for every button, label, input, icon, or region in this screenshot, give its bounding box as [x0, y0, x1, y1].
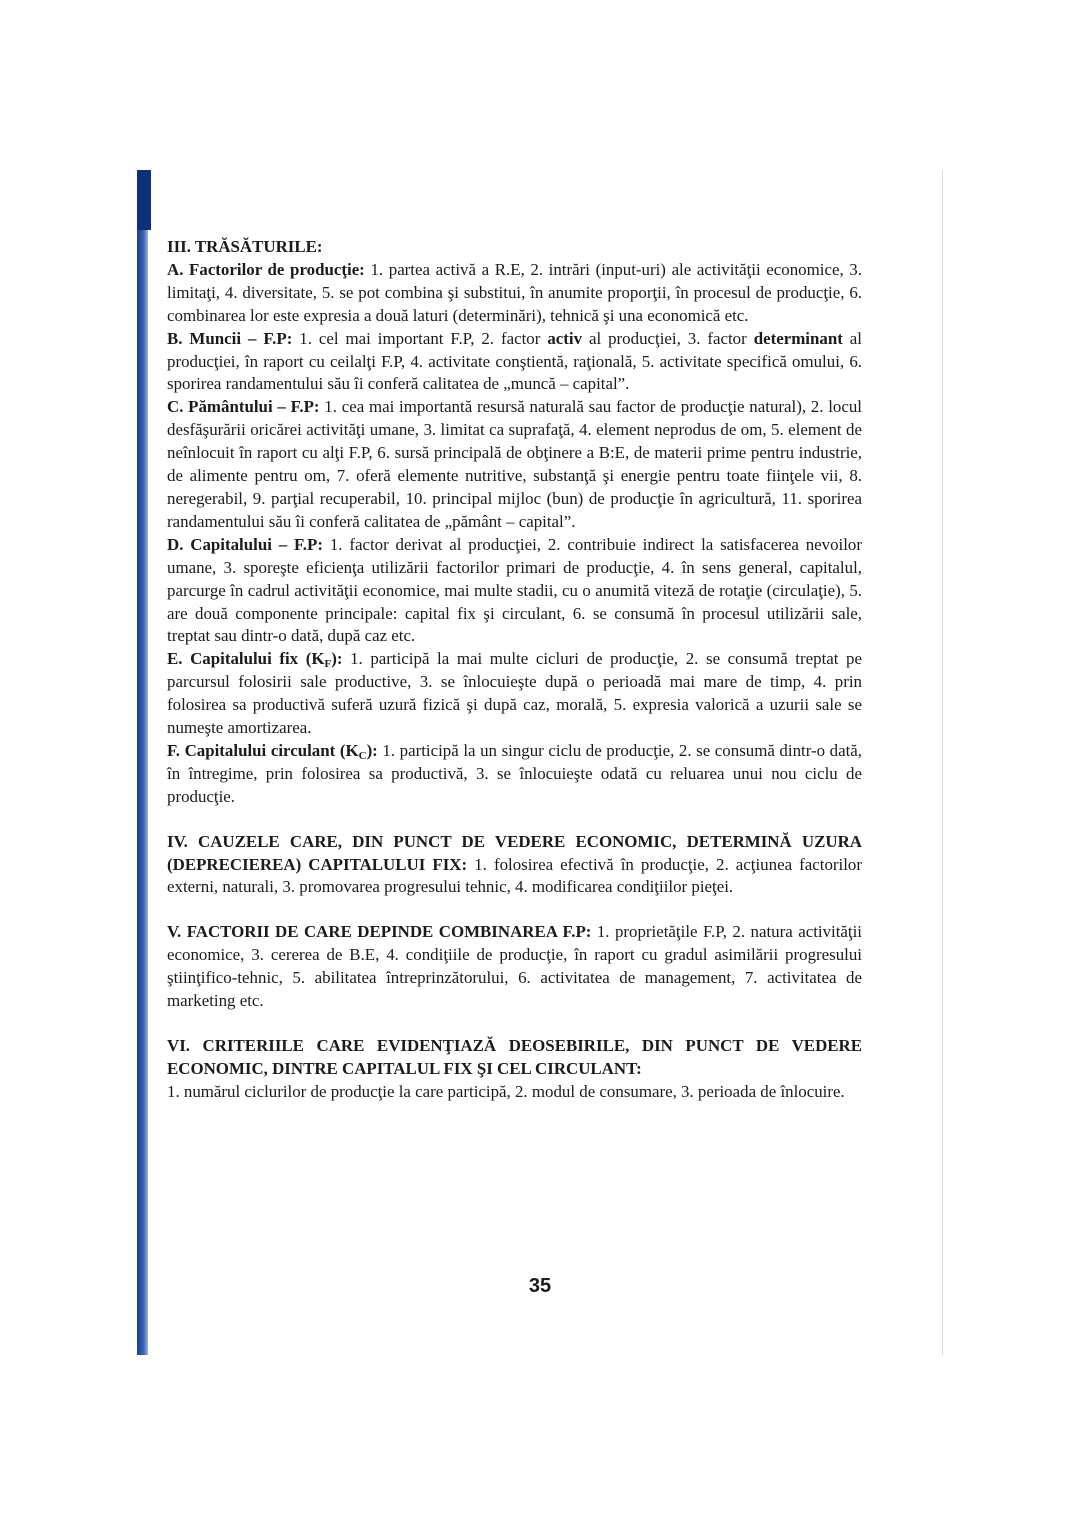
paragraph-f: [167, 740, 862, 809]
paragraph-e-label-main: E. Capitalului fix (K: [167, 649, 325, 669]
section-5-title: V. FACTORII DE CARE DEPINDE COMBINAREA F.P:: [167, 922, 592, 942]
paragraph-c-label: C. Pământului – F.P:: [167, 397, 320, 417]
section-4: [167, 831, 862, 900]
section-4-text: 1. folosirea efectivă în producţie, 2. acţiunea factorilor externi, naturali, 3. promovarea progresului tehnic, 4. modificarea condiţiilor pieţei.: [167, 854, 862, 897]
paragraph-b: [167, 328, 862, 397]
section-6-text: 1. numărul ciclurilor de producţie la care participă, 2. modul de consumare, 3. perioada de înlocuire.: [167, 1081, 845, 1101]
section-3-title: III. TRĂSĂTURILE:: [167, 237, 323, 256]
page-right-edge: [942, 170, 943, 1355]
section-5-text: 1. proprietăţile F.P, 2. natura activităţii economice, 3. cererea de B.E, 4. condiţiile de producţie, în raport cu gradul asimilării progresului ştiinţifico-tehnic, 5. abilitatea întreprinzătorului, 6. activitatea de management, 7. activitatea de marketing etc.: [167, 922, 862, 1011]
paragraph-a-label: A. Factorilor de producţie:: [167, 259, 365, 279]
paragraph-a: [167, 259, 862, 328]
paragraph-b-bold-2: determinant: [753, 328, 843, 348]
page-number: 35: [528, 1275, 552, 1297]
paragraph-d: [167, 534, 862, 649]
paragraph-b-text-2: al producţiei, 3. factor: [582, 328, 754, 348]
section-4-title: IV. CAUZELE CARE, DIN PUNCT DE VEDERE ECONOMIC, DETERMINĂ UZURA (DEPRECIEREA) CAPITALULUI FIX:: [167, 831, 862, 874]
paragraph-f-label-end: ):: [366, 740, 378, 760]
paragraph-b-label: B. Muncii – F.P:: [167, 328, 293, 348]
section-5: [167, 921, 862, 1013]
paragraph-a-text: 1. partea activă a R.E, 2. intrări (input-uri) ale activităţii economice, 3. limitaţi, 4. diversitate, 5. se pot combina şi substitui, în anumite proporţii, în procesul de producţie, 6. combinarea lor este expresia a două laturi (determinări), tehnică şi una economică etc.: [167, 259, 862, 325]
paragraph-e: [167, 648, 862, 740]
paragraph-c: [167, 396, 862, 533]
paragraph-f-label: [167, 741, 378, 760]
paragraph-b-text-3: al producţiei, în raport cu ceilalţi F.P, 4. activitate conştientă, raţională, 5. activitate specifică omului, 6. sporirea randamentului său îi conferă calitatea de „muncă – capital”.: [167, 328, 862, 394]
paragraph-e-label-sub: F: [324, 658, 332, 671]
document-page: [167, 236, 862, 1104]
paragraph-f-label-sub: C: [358, 749, 367, 762]
page-binding-edge-top: [137, 170, 151, 230]
paragraph-d-label: D. Capitalului – F.P:: [167, 534, 323, 554]
paragraph-e-text: 1. participă la mai multe cicluri de producţie, 2. se consumă treptat pe parcursul folosirii sale productive, 3. se înlocuieşte după o perioadă mai mare de timp, 4. prin folosirea sa productivă suferă uzură fizică şi după caz, morală, 5. expresia valorică a uzurii sale se numeşte amortizarea.: [167, 649, 862, 738]
paragraph-d-text: 1. factor derivat al producţiei, 2. contribuie indirect la satisfacerea nevoilor umane, 3. sporeşte eficienţa utilizării factorilor primari de producţie, 4. în sens general, capitalul, parcurge în cadrul activităţii economice, mai multe stadii, cu o anumită viteză de rotaţie (circulaţie), 5. are două componente principale: capital fix şi circulant, 6. se consumă în procesul utilizării sale, treptat sau dintr-o dată, după caz etc.: [167, 534, 862, 646]
paragraph-b-bold-1: activ: [547, 328, 583, 348]
paragraph-e-label-end: ):: [331, 649, 343, 669]
paragraph-b-text-1: 1. cel mai important F.P, 2. factor: [292, 328, 548, 348]
section-6-title: VI. CRITERIILE CARE EVIDENŢIAZĂ DEOSEBIRILE, DIN PUNCT DE VEDERE ECONOMIC, DINTRE CAPITALUL FIX ŞI CEL CIRCULANT:: [167, 1036, 862, 1078]
paragraph-f-text: 1. participă la un singur ciclu de producţie, 2. se consumă dintr-o dată, în întregime, prin folosirea sa productivă, 3. se înlocuieşte odată cu reluarea unui nou ciclu de producţie.: [167, 740, 863, 806]
paragraph-c-text: 1. cea mai importantă resursă naturală sau factor de producţie natural), 2. locul desfăşurării oricărei activităţi umane, 3. limitat ca suprafaţă, 4. element neprodus de om, 5. element de neînlocuit în raport cu alţi F.P, 6. sursă principală de obţinere a B:E, de materii prime pentru industrie, de alimente pentru om, 7. oferă elemente nutritive, substanţă şi energie pentru toate fiinţele vii, 8. neregerabil, 9. parţial recuperabil, 10. principal mijloc (bun) de producţie în agricultură, 11. sporirea randamentului său îi conferă calitatea de „pământ – capital”.: [167, 397, 862, 531]
page-binding-edge: [137, 170, 148, 1355]
paragraph-f-label-main: F. Capitalului circulant (K: [167, 740, 359, 760]
paragraph-e-label: [167, 649, 343, 671]
